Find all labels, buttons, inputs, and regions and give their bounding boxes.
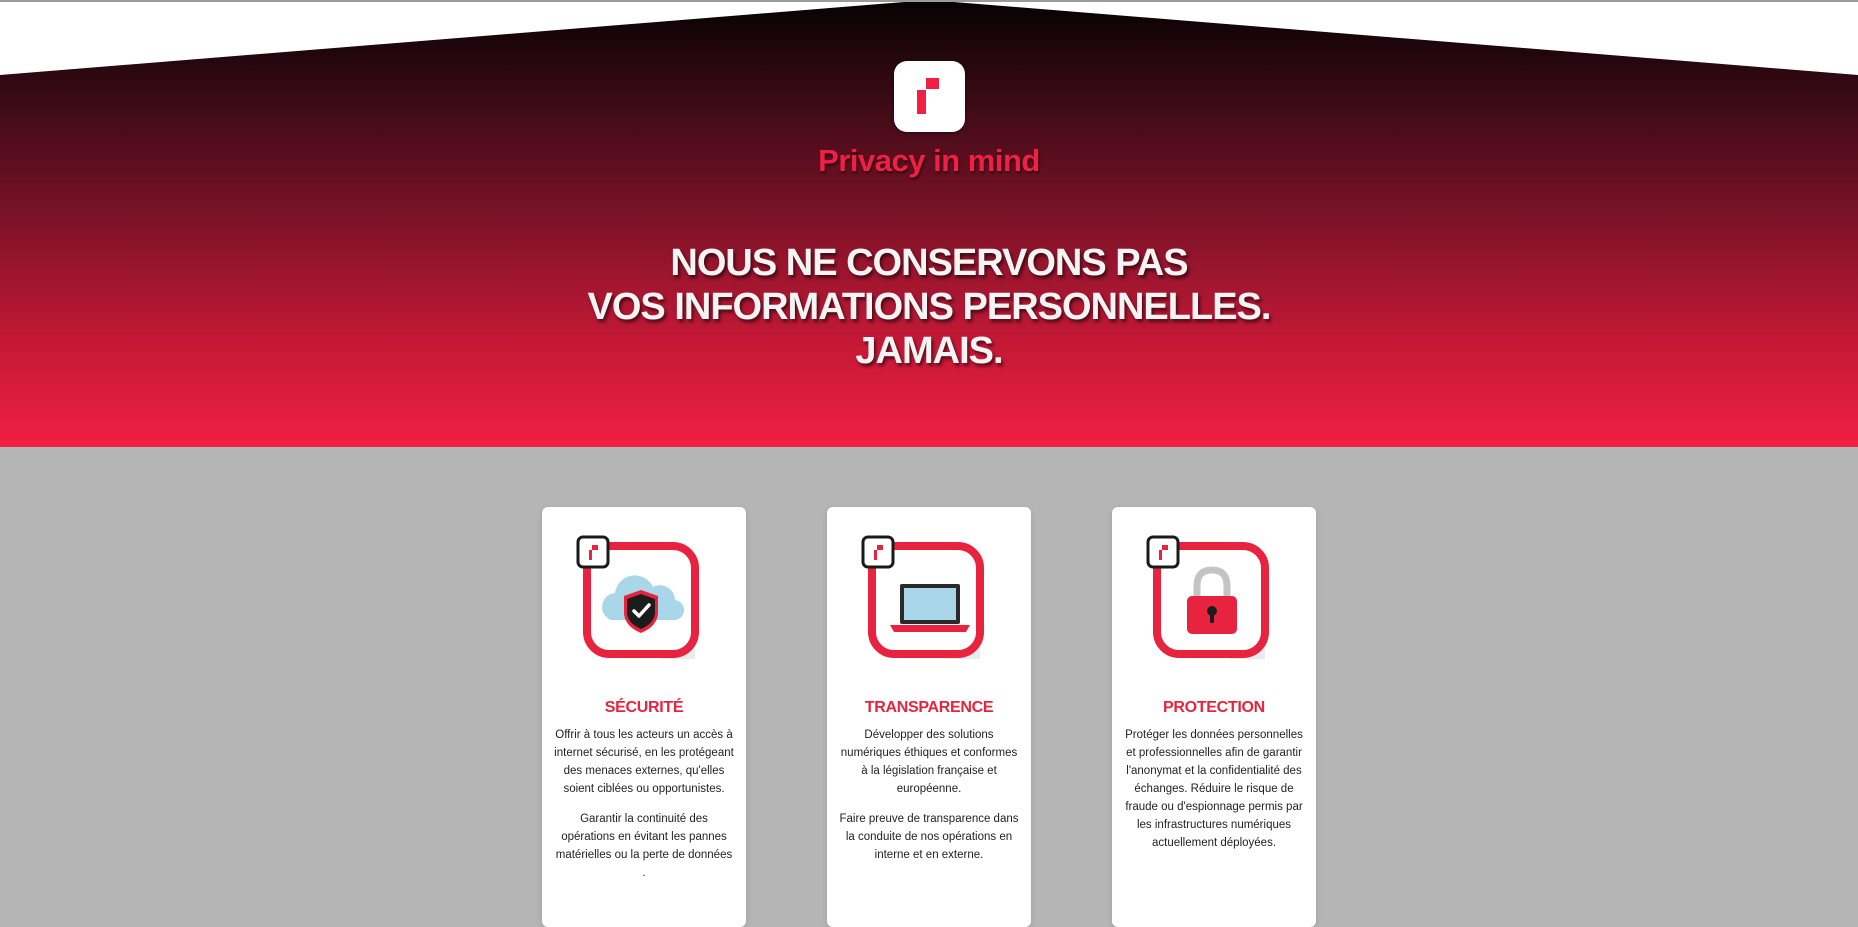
card-title: PROTECTION — [1163, 699, 1265, 716]
headline-line-2: VOS INFORMATIONS PERSONNELLES. — [587, 286, 1271, 328]
card-title: TRANSPARENCE — [864, 699, 994, 716]
card-paragraph: Faire preuve de transparence dans la conduite de nos opérations en interne et en externe. — [839, 813, 1019, 861]
brand-logo-icon[interactable] — [894, 61, 965, 132]
card-securite — [542, 507, 746, 927]
hero-banner — [0, 0, 1858, 447]
headline-line-3: JAMAIS. — [855, 330, 1003, 372]
card-paragraph: Garantir la continuité des opérations en évitant les pannes matérielles ou la perte de données . — [555, 813, 733, 879]
card-description — [1124, 726, 1304, 864]
laptop-icon — [860, 534, 1000, 674]
brand-tagline: Privacy in mind — [818, 143, 1040, 178]
card-description — [554, 726, 734, 894]
card-transparence — [827, 507, 1031, 927]
card-paragraph: Développer des solutions numériques éthiques et conformes à la législation française et européenne. — [840, 729, 1018, 795]
card-protection — [1112, 507, 1316, 927]
padlock-icon — [1145, 534, 1285, 674]
headline-line-1: NOUS NE CONSERVONS PAS — [670, 242, 1188, 284]
card-paragraph: Protéger les données personnelles et professionnelles afin de garantir l'anonymat et la confidentialité des échanges. Réduire le risque de fraude ou d'espionnage permis par les infrastructures numériques actuellement déployées. — [1125, 729, 1303, 849]
card-paragraph: Offrir à tous les acteurs un accès à internet sécurisé, en les protégeant des menaces externes, qu'elles soient ciblées ou opportunistes. — [554, 729, 734, 795]
hero-headline — [0, 241, 1858, 373]
card-description — [839, 726, 1019, 876]
card-title: SÉCURITÉ — [604, 699, 684, 716]
cloud-shield-icon — [575, 534, 715, 674]
